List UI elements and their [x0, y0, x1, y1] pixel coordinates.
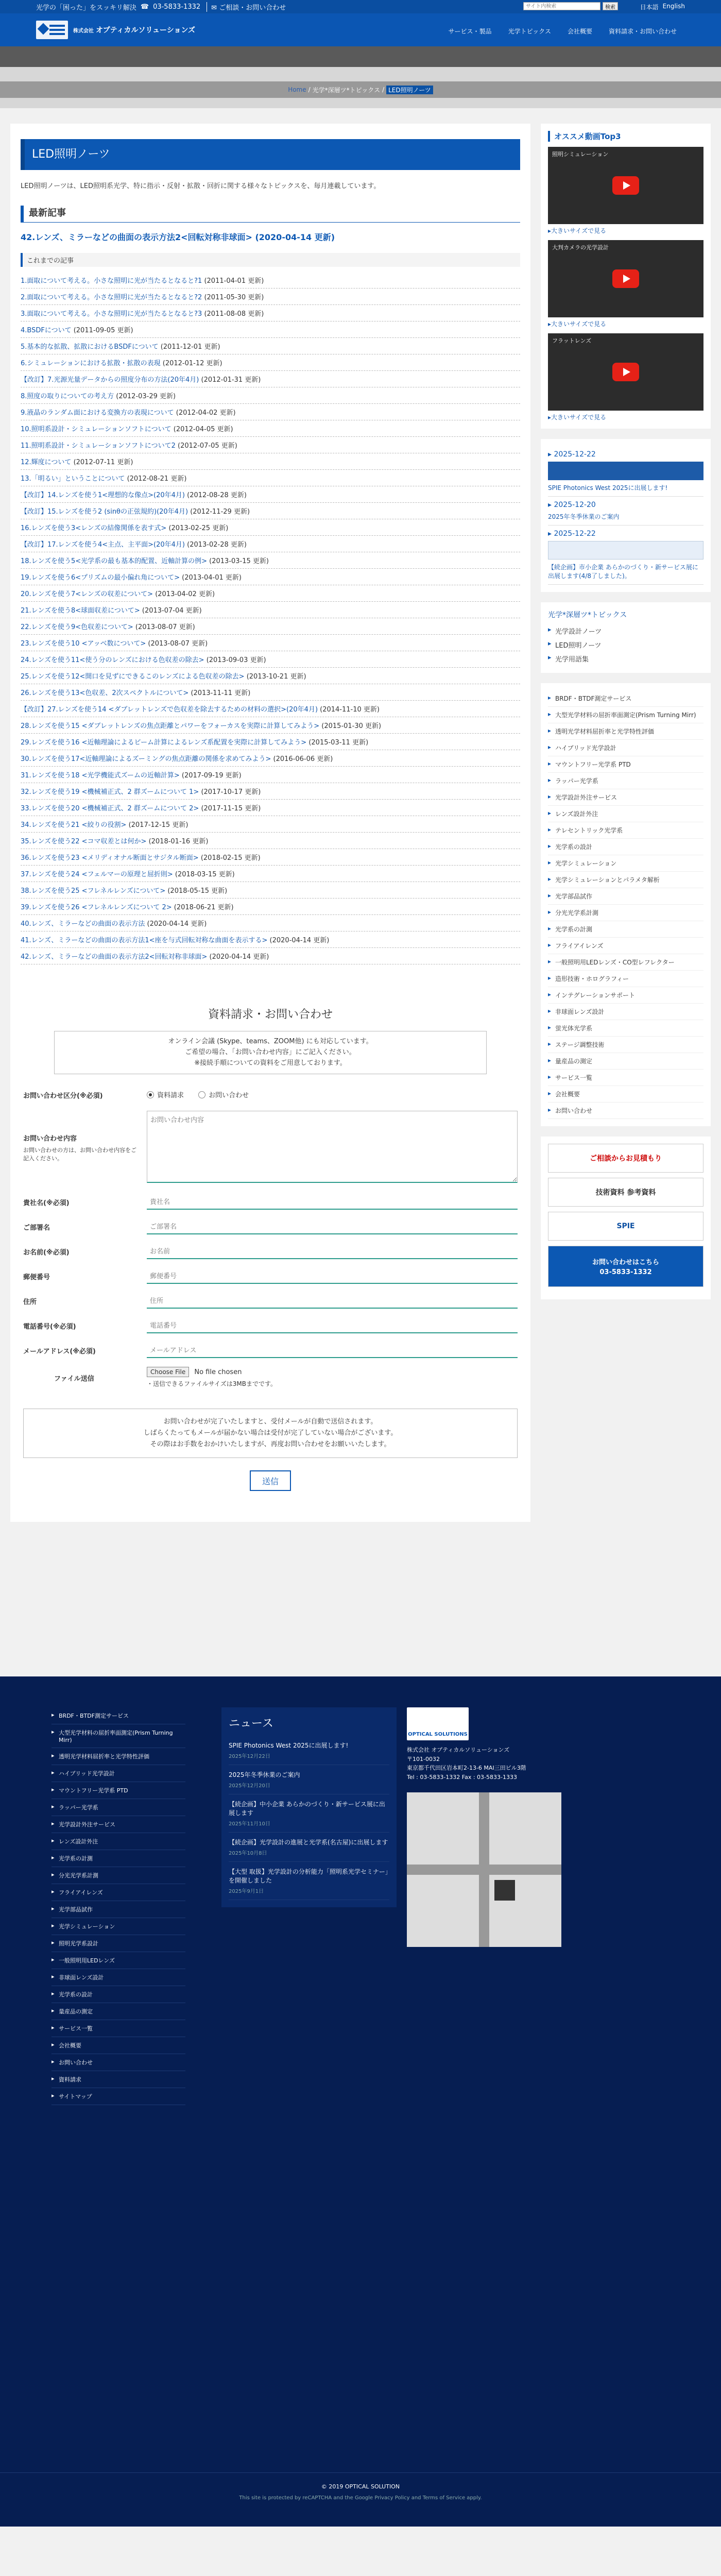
footer-news-item[interactable]: 【続企画】光学設計の進展と光学系(名古屋)に出展します 2025年10月8日 [229, 1833, 389, 1862]
category-link[interactable]: ▸ 分光光学系計測 [548, 905, 703, 921]
site-footer [0, 1676, 721, 2527]
video-1-link[interactable]: ▸大きいサイズで見る [548, 227, 607, 234]
category-link[interactable]: ▸ お問い合わせ [548, 1103, 703, 1119]
article-item[interactable]: 28.レンズを使う15 <ダブレットレンズの焦点距離とパワーをフォーカスを実際に計算してみよう> (2015-01-30 更新) [21, 717, 520, 734]
article-item[interactable]: 23.レンズを使う10 <アッベ数について> (2013-08-07 更新) [21, 635, 520, 651]
footer-news-item[interactable]: 2025年冬季休業のご案内 2025年12月20日 [229, 1765, 389, 1794]
breadcrumb-topics[interactable]: 光学*深層ツ*トピックス [312, 86, 381, 94]
article-item[interactable]: 2.面取について考える。小さな照明に光が当たるとなると?2 (2011-05-30 更新) [21, 289, 520, 305]
contact-link[interactable]: ✉ ご相談・お問い合わせ [207, 2, 286, 12]
banner-consult[interactable]: ご相談からお見積もり [548, 1144, 703, 1173]
article-item[interactable]: 40.レンズ、ミラーなどの曲面の表示方法 (2020-04-14 更新) [21, 915, 520, 931]
footer-link[interactable]: ▸ 非球面レンズ設計 [52, 1969, 185, 1986]
search-input[interactable] [523, 2, 600, 10]
article-item[interactable]: 12.輝度について (2012-07-11 更新) [21, 453, 520, 470]
play-icon [612, 363, 639, 381]
news-box [541, 439, 711, 592]
category-link[interactable]: ▸ 造形技術・ホログラフィー [548, 971, 703, 987]
send-button[interactable]: 送信 [250, 1470, 291, 1491]
breadcrumb-area [0, 67, 721, 108]
footer-link[interactable]: ▸ 光学部品試作 [52, 1901, 185, 1918]
footer-link[interactable]: ▸ 光学設計外注サービス [52, 1816, 185, 1833]
footer-link[interactable]: ▸ 会社概要 [52, 2037, 185, 2054]
article-item[interactable]: 18.レンズを使う5<光学系の最も基本的配置、近軸計算の例> (2013-03-15 更新) [21, 552, 520, 569]
news-item[interactable]: ▸ 2025-12-20 2025年冬季休業のご案内 [548, 497, 703, 526]
article-item[interactable]: 20.レンズを使う7<レンズの収差について> (2013-04-02 更新) [21, 585, 520, 602]
form-row [23, 1314, 518, 1338]
article-item[interactable]: 【改訂】17.レンズを使う4<主点、主平面>(20年4月) (2013-02-28 更新) [21, 536, 520, 552]
video-1[interactable]: 照明シミュレーション [548, 147, 703, 224]
article-item[interactable]: 22.レンズを使う9<色収差について> (2013-08-07 更新) [21, 618, 520, 635]
topic-link[interactable]: ▸ 光学設計ノーツ [548, 624, 703, 638]
category-link[interactable]: ▸ 光学シミュレーション [548, 855, 703, 872]
category-link[interactable]: ▸ 透明光学材料屈折率と光学特性評価 [548, 723, 703, 740]
footer-link[interactable]: ▸ 量産品の測定 [52, 2003, 185, 2020]
field-label: 電話番号(※必須) [23, 1323, 76, 1331]
global-nav [440, 27, 685, 36]
news-item[interactable]: ▸ 2025-12-22 【続企画】市小企業 あらかのづくり・新サービス展に出展します(4/8了しました)。 [548, 526, 703, 585]
nav-contact[interactable]: 資料請求・お問い合わせ [608, 28, 677, 35]
footer-link[interactable]: ▸ サイトマップ [52, 2088, 185, 2105]
radio-inquiry[interactable]: お問い合わせ [198, 1090, 249, 1099]
article-item[interactable]: 【改訂】14.レンズを使う1<理想的な像点>(20年4月) (2012-08-28 更新) [21, 486, 520, 503]
news-image [548, 462, 703, 480]
file-note: ・送信できるファイルサイズは3MBまでです。 [147, 1380, 277, 1387]
banner-spie[interactable]: SPIE [548, 1212, 703, 1241]
article-item[interactable]: 39.レンズを使う26 <フレネルレンズについて 2> (2018-06-21 更新) [21, 899, 520, 915]
article-list [21, 272, 520, 964]
search-button[interactable]: 検索 [603, 2, 618, 10]
footer-links [52, 1707, 185, 2105]
footer-link[interactable]: ▸ ハイブリッド光学設計 [52, 1765, 185, 1782]
category-link[interactable]: ▸ 大型光学材料の屈折率面測定(Prism Turning Mirr) [548, 707, 703, 723]
field-input[interactable] [147, 1319, 518, 1333]
article-item[interactable]: 9.液晶のランダム面における変換方の表現について (2012-04-02 更新) [21, 404, 520, 420]
footer-news [221, 1707, 397, 1907]
article-item[interactable]: 36.レンズを使う23 <メリディオナル断面とサジタル断面> (2018-02-15 更新) [21, 849, 520, 866]
article-item[interactable]: 11.照明系設計・シミュレーションソフトについて2 (2012-07-05 更新) [21, 437, 520, 453]
nav-company[interactable]: 会社概要 [567, 28, 592, 35]
footer-logo[interactable] [407, 1707, 469, 1740]
news-item[interactable]: ▸ 2025-12-22 SPIE Photonics West 2025に出展します! [548, 446, 703, 497]
category-link[interactable]: ▸ フライアイレンズ [548, 938, 703, 954]
latest-heading: 最新記事 [21, 206, 520, 223]
play-icon [612, 176, 639, 195]
footer-news-heading: ニュース [229, 1717, 273, 1731]
article-item[interactable]: 41.レンズ、ミラーなどの曲面の表示方法1<座を与式回転対称な曲面を表示する> (2020-04-14 更新) [21, 931, 520, 948]
article-item[interactable]: 16.レンズを使う3<レンズの結像関係を表す式> (2013-02-25 更新) [21, 519, 520, 536]
sub-bar [0, 46, 721, 67]
category-link[interactable]: ▸ 光学部品試作 [548, 888, 703, 905]
category-link[interactable]: ▸ 光学シミュレーションとパラメタ解析 [548, 872, 703, 888]
copyright: © 2019 OPTICAL SOLUTION This site is protected by reCAPTCHA and the Google Privacy Policy and Terms of Service apply. [0, 2472, 721, 2501]
search-box [523, 2, 618, 10]
category-link[interactable]: ▸ 量産品の測定 [548, 1053, 703, 1070]
article-item[interactable]: 26.レンズを使う13<色収差、2次スペクトルについて> (2013-11-11 更新) [21, 684, 520, 701]
category-link[interactable]: ▸ BRDF・BTDF測定サービス [548, 690, 703, 707]
article-item[interactable]: 37.レンズを使う24 <フェルマーの原理と屈折則> (2018-03-15 更新) [21, 866, 520, 882]
category-link[interactable]: ▸ 蛍光体光学系 [548, 1020, 703, 1037]
page-intro: LED照明ノーツは、LED照明系光学、特に指示・反射・拡散・回折に関する様々なトピックスを、毎月連載しています。 [21, 182, 381, 190]
topics-heading[interactable]: 光学*深層ツ*トピックス [548, 611, 627, 619]
field-label: 住所 [23, 1298, 37, 1307]
field-label: メールアドレス(※必須) [23, 1348, 96, 1356]
field-input[interactable] [147, 1269, 518, 1284]
footer-link[interactable]: ▸ 一般照明用LEDレンズ [52, 1952, 185, 1969]
footer-link[interactable]: ▸ 光学系の設計 [52, 1986, 185, 2003]
banner-docs[interactable]: 技術資料 参考資料 [548, 1178, 703, 1207]
footer-link[interactable]: ▸ サービス一覧 [52, 2020, 185, 2037]
footer-address: 株式会社 オプティカルソリューションズ 〒101-0032 東京都千代田区岩本町2-13-6 MAI三田ビル3階 Tel : 03-5833-1332 Fax : 03-5833-1333 [407, 1747, 526, 1781]
category-link[interactable]: ▸ インテグレーションサポート [548, 987, 703, 1004]
article-item[interactable]: 5.基本的な拡散、拡散におけるBSDFについて (2011-12-01 更新) [21, 338, 520, 354]
breadcrumb-current: LED照明ノーツ [386, 86, 433, 94]
sidebar [541, 124, 711, 1310]
latest-article[interactable]: 42.レンズ、ミラーなどの曲面の表示方法2<回転対称非球面> (2020-04-14 更新) [21, 232, 335, 242]
form-row [23, 1289, 518, 1314]
footer-link[interactable]: ▸ フライアイレンズ [52, 1884, 185, 1901]
category-link[interactable]: ▸ 会社概要 [548, 1086, 703, 1103]
article-item[interactable]: 25.レンズを使う12<開口を見ずにできるこのレンズによる色収差の除去> (2013-10-21 更新) [21, 668, 520, 684]
article-item[interactable]: 19.レンズを使う6<プリズムの最小偏れ角について> (2013-04-01 更新) [21, 569, 520, 585]
page-title: LED照明ノーツ [21, 139, 520, 170]
footer-link[interactable]: ▸ 分光光学系計測 [52, 1867, 185, 1884]
category-link[interactable]: ▸ 非球面レンズ設計 [548, 1004, 703, 1020]
access-map [407, 1792, 561, 1947]
footer-company [407, 1707, 561, 1946]
content-row [23, 1106, 518, 1190]
video-3[interactable]: フラットレンズ [548, 333, 703, 411]
news-image [548, 541, 703, 560]
content-textarea[interactable] [147, 1111, 518, 1183]
footer-link[interactable]: ▸ 照明光学系設計 [52, 1935, 185, 1952]
article-item[interactable]: 34.レンズを使う21 <絞りの役割> (2017-12-15 更新) [21, 816, 520, 833]
file-label: ファイル送信 [54, 1375, 94, 1383]
nav-topics[interactable]: 光学トピックス [508, 28, 551, 35]
form-row [23, 1190, 518, 1215]
footer-link[interactable]: ▸ BRDF・BTDF測定サービス [52, 1707, 185, 1724]
footer-link[interactable]: ▸ 資料請求 [52, 2071, 185, 2088]
topic-link[interactable]: ▸ 光学用語集 [548, 652, 703, 666]
article-item[interactable]: 6.シミュレーションにおける拡散・拡散の表現 (2012-01-12 更新) [21, 354, 520, 371]
video-2[interactable]: 大判カメラの光学設計 [548, 240, 703, 317]
form-row [23, 1264, 518, 1289]
category-link[interactable]: ▸ ラッパー光学系 [548, 773, 703, 789]
choose-file-button[interactable]: Choose File [147, 1367, 189, 1377]
article-item[interactable]: 【改訂】15.レンズを使う2 (sinθの正弦規約)(20年4月) (2012-11-29 更新) [21, 503, 520, 519]
file-status: No file chosen [194, 1368, 242, 1376]
footer-link[interactable]: ▸ 光学系の計測 [52, 1850, 185, 1867]
footer-news-item[interactable]: 【大型 取扱】光学設計の分析能力「照明系光学セミナー」を開催しました 2025年9月1日 [229, 1862, 389, 1900]
phone-number[interactable]: 03-5833-1332 [153, 3, 201, 11]
video-3-link[interactable]: ▸大きいサイズで見る [548, 414, 607, 421]
article-item[interactable]: 21.レンズを使う8<球面収差について> (2013-07-04 更新) [21, 602, 520, 618]
article-item[interactable]: 【改訂】7.光源光量データからの照度分布の方法(20年4月) (2012-01-31 更新) [21, 371, 520, 387]
lang-en[interactable]: English [662, 3, 685, 10]
breadcrumb-home[interactable]: Home [288, 86, 306, 93]
footer-link[interactable]: ▸ お問い合わせ [52, 2054, 185, 2071]
category-link[interactable]: ▸ 光学系の設計 [548, 839, 703, 855]
field-label: ご部署名 [23, 1224, 50, 1232]
form-row [23, 1240, 518, 1264]
category-link[interactable]: ▸ ステージ調整技術 [548, 1037, 703, 1053]
banner-box [541, 1137, 711, 1299]
article-item[interactable]: 10.照明系設計・シミュレーションソフトについて (2012-04-05 更新) [21, 420, 520, 437]
article-item[interactable]: 38.レンズを使う25 <フレネルレンズについて> (2018-05-15 更新) [21, 882, 520, 899]
phone-icon: ☎ [140, 3, 149, 11]
article-item[interactable]: 30.レンズを使う17<近軸理論によるズーミングの焦点距離の関係を求めてみよう> (2016-06-06 更新) [21, 750, 520, 767]
article-item[interactable]: 13.「明るい」ということについて (2012-08-21 更新) [21, 470, 520, 486]
category-link[interactable]: ▸ 一般照明用LEDレンズ・CO型レフレクター [548, 954, 703, 971]
category-link[interactable]: ▸ テレセントリック光学系 [548, 822, 703, 839]
breadcrumb-sep: / [382, 86, 385, 93]
topics-box [541, 602, 711, 673]
company-name: 株式会社 オプティカルソリューションズ [73, 26, 196, 35]
topic-link[interactable]: ▸ LED照明ノーツ [548, 638, 703, 652]
form-row [23, 1338, 518, 1363]
video-box [541, 124, 711, 429]
file-row [23, 1363, 518, 1393]
field-input[interactable] [147, 1220, 518, 1234]
footer-link[interactable]: ▸ レンズ設計外注 [52, 1833, 185, 1850]
contact-note: オンライン会議 (Skype、teams、ZOOM他) にも対応しています。 ご希望の場合、「お問い合わせ内容」にご記入ください。 ※接続手順についての資料をご用意しております。 [54, 1031, 487, 1074]
banner-contact[interactable]: お問い合わせはこちら 03-5833-1332 [548, 1246, 703, 1287]
breadcrumb-sep: / [308, 86, 311, 93]
footer-link[interactable]: ▸ 大型光学材料の屈折率面測定(Prism Turning Mirr) [52, 1724, 185, 1748]
footer-link[interactable]: ▸ ラッパー光学系 [52, 1799, 185, 1816]
content-label: お問い合わせ内容 お問い合わせの方は、お問い合わせ内容をご記入ください。 [23, 1135, 136, 1162]
footer-news-item[interactable]: SPIE Photonics West 2025に出展します! 2025年12月22日 [229, 1736, 389, 1765]
videos-heading: オススメ動画Top3 [548, 131, 703, 142]
lang-ja[interactable]: 日本語 [640, 4, 659, 11]
inquiry-type-label: お問い合わせ区分(※必須) [23, 1092, 103, 1100]
field-label: お名前(※必須) [23, 1249, 70, 1257]
article-item[interactable]: 8.照度の取りについての考え方 (2012-03-29 更新) [21, 387, 520, 404]
footer-link[interactable]: ▸ 光学シミュレーション [52, 1918, 185, 1935]
field-input[interactable] [147, 1195, 518, 1210]
footer-link[interactable]: ▸ マウントフリー光学系 PTD [52, 1782, 185, 1799]
breadcrumb [0, 81, 721, 98]
site-logo[interactable] [36, 21, 195, 39]
footer-news-item[interactable]: 【続企画】中小企業 あらかのづくり・新サービス展に出展します 2025年11月10日 [229, 1794, 389, 1833]
radio-request[interactable]: 資料請求 [147, 1090, 184, 1099]
article-item[interactable]: 3.面取について考える。小さな照明に光が当たるとなると?3 (2011-08-08 更新) [21, 305, 520, 321]
tagline: 光学の「困った」をスッキリ解決 [36, 4, 136, 12]
article-item[interactable]: 24.レンズを使う11<使う分のレンズにおける色収差の除去> (2013-09-03 更新) [21, 651, 520, 668]
field-label: 貴社名(※必須) [23, 1199, 70, 1208]
play-icon [612, 269, 639, 288]
logo-mark-icon [36, 21, 68, 39]
article-item[interactable]: 35.レンズを使う22 <コマ収差とは何か> (2018-01-16 更新) [21, 833, 520, 849]
field-input[interactable] [147, 1245, 518, 1259]
category-link[interactable]: ▸ レンズ設計外注 [548, 806, 703, 822]
main-content [10, 124, 530, 1522]
article-item[interactable]: 42.レンズ、ミラーなどの曲面の表示方法2<回転対称非球面> (2020-04-14 更新) [21, 948, 520, 964]
article-item[interactable]: 29.レンズを使う16 <近軸理論によるビーム計算によるレンズ系配置を実際に計算してみよう> (2015-03-11 更新) [21, 734, 520, 750]
contact-title: 資料請求・お問い合わせ [208, 1008, 333, 1021]
category-link[interactable]: ▸ 光学系の計測 [548, 921, 703, 938]
field-label: 郵便番号 [23, 1274, 50, 1282]
field-input[interactable] [147, 1294, 518, 1309]
article-item[interactable]: 32.レンズを使う19 <機械補正式、2 群ズームについて 1> (2017-10-17 更新) [21, 783, 520, 800]
article-item[interactable]: 31.レンズを使う18 <光学機能式ズームの近軸計算> (2017-09-19 更新) [21, 767, 520, 783]
footer-link[interactable]: ▸ 透明光学材料屈折率と光学特性評価 [52, 1748, 185, 1765]
category-link[interactable]: ▸ サービス一覧 [548, 1070, 703, 1086]
article-item[interactable]: 33.レンズを使う20 <機械補正式、2 群ズームについて 2> (2017-11-15 更新) [21, 800, 520, 816]
category-box [541, 683, 711, 1126]
video-2-link[interactable]: ▸大きいサイズで見る [548, 320, 607, 328]
article-item[interactable]: 1.面取について考える。小さな照明に光が当たるとなると?1 (2011-04-01 更新) [21, 272, 520, 289]
nav-services[interactable]: サービス・製品 [448, 28, 492, 35]
article-item[interactable]: 4.BSDFについて (2011-09-05 更新) [21, 321, 520, 338]
category-link[interactable]: ▸ 光学設計外注サービス [548, 789, 703, 806]
category-link[interactable]: ▸ ハイブリッド光学設計 [548, 740, 703, 756]
article-item[interactable]: 【改訂】27.レンズを使う14 <ダブレットレンズで色収差を除去するための材料の選択>(20年4月) (2014-11-10 更新) [21, 701, 520, 717]
archive-heading: これまでの記事 [21, 253, 520, 267]
form-row [23, 1215, 518, 1240]
language-switch [640, 3, 685, 11]
category-link[interactable]: ▸ マウントフリー光学系 PTD [548, 756, 703, 773]
inquiry-type-row [23, 1084, 518, 1106]
field-input[interactable] [147, 1344, 518, 1358]
submit-notice: お問い合わせが完了いたしますと、受付メールが自動で送信されます。 しばらくたってもメールが届かない場合は受付が完了していない場合がございます。 その際はお手数をおかけいたしますが、再度お問い合わせをお願いいたします。 [23, 1409, 518, 1458]
form-fields [21, 1190, 520, 1363]
